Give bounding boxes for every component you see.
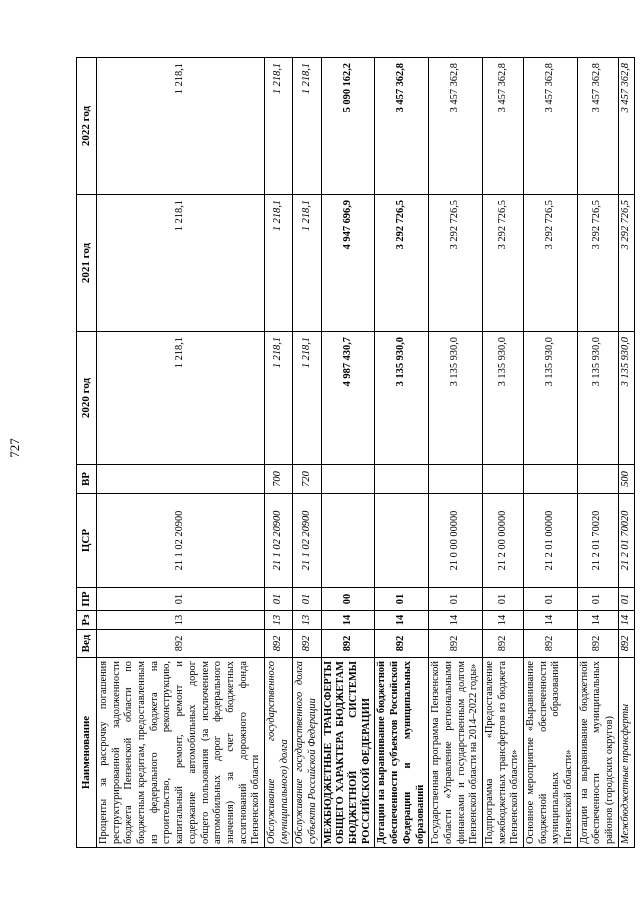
cell-rz: 14	[482, 611, 523, 630]
cell-ved: 892	[524, 630, 578, 658]
cell-2022: 3 457 362,8	[482, 58, 523, 195]
cell-rz: 13	[264, 611, 292, 630]
cell-2020: 3 135 930,0	[482, 332, 523, 465]
cell-ved: 892	[618, 630, 634, 658]
table-row	[97, 58, 265, 848]
cell-2021: 3 292 726,5	[375, 195, 429, 332]
cell-2022: 1 218,1	[264, 58, 292, 195]
table-row	[482, 58, 523, 848]
cell-ved: 892	[264, 630, 292, 658]
cell-ved: 892	[321, 630, 375, 658]
cell-2020: 3 135 930,0	[618, 332, 634, 465]
cell-name: Обслуживание государственного (муниципального) долга	[264, 658, 292, 848]
cell-csr	[375, 494, 429, 588]
cell-vr	[375, 465, 429, 494]
cell-2022: 3 457 362,8	[429, 58, 483, 195]
table-row	[293, 58, 321, 848]
cell-csr: 21 2 01 00000	[524, 494, 578, 588]
cell-2021: 1 218,1	[264, 195, 292, 332]
cell-2020: 3 135 930,0	[375, 332, 429, 465]
cell-rz: 14	[429, 611, 483, 630]
cell-pr: 01	[375, 588, 429, 611]
cell-2022: 3 457 362,8	[577, 58, 618, 195]
header-vr: ВР	[77, 465, 97, 494]
cell-name: Государственная программа Пензенской области «Управление региональными финансами и государственным долгом Пензенской области на 2014–2022 годы»	[429, 658, 483, 848]
table-row	[618, 58, 634, 848]
cell-csr: 21 1 02 20900	[293, 494, 321, 588]
cell-name: Дотации на выравнивание бюджетной обеспеченности субъектов Российской Федерации и муниципальных образований	[375, 658, 429, 848]
cell-pr: 01	[429, 588, 483, 611]
header-2020: 2020 год	[77, 332, 97, 465]
cell-vr	[577, 465, 618, 494]
cell-2022: 1 218,1	[293, 58, 321, 195]
cell-rz: 14	[321, 611, 375, 630]
cell-2020: 3 135 930,0	[524, 332, 578, 465]
header-pr: ПР	[77, 588, 97, 611]
table-body	[97, 58, 635, 848]
cell-pr: 01	[524, 588, 578, 611]
cell-rz: 13	[97, 611, 265, 630]
cell-pr: 01	[293, 588, 321, 611]
cell-csr: 21 1 02 20900	[264, 494, 292, 588]
cell-2021: 3 292 726,5	[618, 195, 634, 332]
cell-ved: 892	[293, 630, 321, 658]
cell-pr: 01	[577, 588, 618, 611]
cell-2022: 3 457 362,8	[375, 58, 429, 195]
cell-2020: 1 218,1	[97, 332, 265, 465]
cell-name: МЕЖБЮДЖЕТНЫЕ ТРАНСФЕРТЫ ОБЩЕГО ХАРАКТЕРА БЮДЖЕТАМ БЮДЖЕТНОЙ СИСТЕМЫ РОССИЙСКОЙ ФЕДЕРАЦИИ	[321, 658, 375, 848]
cell-ved: 892	[429, 630, 483, 658]
cell-2020: 4 987 430,7	[321, 332, 375, 465]
cell-pr: 01	[97, 588, 265, 611]
cell-name: Межбюджетные трансферты	[618, 658, 634, 848]
cell-csr: 21 2 01 70020	[577, 494, 618, 588]
header-ved: Вед	[77, 630, 97, 658]
cell-2022: 1 218,1	[97, 58, 265, 195]
cell-rz: 14	[577, 611, 618, 630]
cell-name: Проценты за рассрочку погашения реструктурированной задолженности бюджета Пензенской области по бюджетным кредитам, предоставленным из федерального бюджета на строительство, реконструкцию, капитальный ремонт, ремонт и содержание автомобильных дорог общего пользования (за исключением автомобильных дорог федерального значения) за счет бюджетных ассигнований дорожного фонда Пензенской области	[97, 658, 265, 848]
header-name: Наименование	[77, 658, 97, 848]
budget-table	[76, 57, 635, 848]
cell-2021: 3 292 726,5	[524, 195, 578, 332]
cell-vr: 720	[293, 465, 321, 494]
cell-vr	[429, 465, 483, 494]
cell-2021: 1 218,1	[293, 195, 321, 332]
page-number: 727	[7, 438, 22, 458]
cell-vr	[321, 465, 375, 494]
cell-csr: 21 1 02 20900	[97, 494, 265, 588]
cell-pr: 01	[482, 588, 523, 611]
table-row	[429, 58, 483, 848]
cell-vr: 700	[264, 465, 292, 494]
cell-name: Подпрограмма «Предоставление межбюджетных трансфертов из бюджета Пензенской области»	[482, 658, 523, 848]
cell-pr: 01	[618, 588, 634, 611]
table-row	[524, 58, 578, 848]
cell-vr	[97, 465, 265, 494]
cell-2022: 3 457 362,8	[524, 58, 578, 195]
cell-vr: 500	[618, 465, 634, 494]
table-row	[577, 58, 618, 848]
cell-rz: 14	[524, 611, 578, 630]
cell-2020: 1 218,1	[264, 332, 292, 465]
cell-2021: 4 947 696,9	[321, 195, 375, 332]
cell-name: Дотации на выравнивание бюджетной обеспеченности муниципальных районов (городских округов)	[577, 658, 618, 848]
cell-vr	[482, 465, 523, 494]
cell-ved: 892	[97, 630, 265, 658]
cell-rz: 14	[618, 611, 634, 630]
header-2021: 2021 год	[77, 195, 97, 332]
cell-pr: 00	[321, 588, 375, 611]
cell-ved: 892	[577, 630, 618, 658]
table-row	[264, 58, 292, 848]
cell-2020: 3 135 930,0	[577, 332, 618, 465]
table-row	[321, 58, 375, 848]
header-2022: 2022 год	[77, 58, 97, 195]
cell-csr	[321, 494, 375, 588]
cell-2020: 1 218,1	[293, 332, 321, 465]
cell-csr: 21 2 00 00000	[482, 494, 523, 588]
cell-ved: 892	[375, 630, 429, 658]
cell-vr	[524, 465, 578, 494]
cell-2021: 1 218,1	[97, 195, 265, 332]
cell-2022: 3 457 362,8	[618, 58, 634, 195]
cell-ved: 892	[482, 630, 523, 658]
table-row	[375, 58, 429, 848]
cell-csr: 21 2 01 70020	[618, 494, 634, 588]
cell-rz: 14	[375, 611, 429, 630]
cell-csr: 21 0 00 00000	[429, 494, 483, 588]
cell-2022: 5 090 162,2	[321, 58, 375, 195]
cell-2020: 3 135 930,0	[429, 332, 483, 465]
cell-2021: 3 292 726,5	[482, 195, 523, 332]
budget-table-container	[76, 58, 631, 848]
header-rz: Рз	[77, 611, 97, 630]
cell-2021: 3 292 726,5	[429, 195, 483, 332]
cell-name: Основное мероприятие «Выравнивание бюджетной обеспеченности муниципальных образований Пензенской области»	[524, 658, 578, 848]
cell-pr: 01	[264, 588, 292, 611]
header-csr: ЦСР	[77, 494, 97, 588]
cell-name: Обслуживание государственного долга субъекта Российской Федерации	[293, 658, 321, 848]
cell-2021: 3 292 726,5	[577, 195, 618, 332]
cell-rz: 13	[293, 611, 321, 630]
